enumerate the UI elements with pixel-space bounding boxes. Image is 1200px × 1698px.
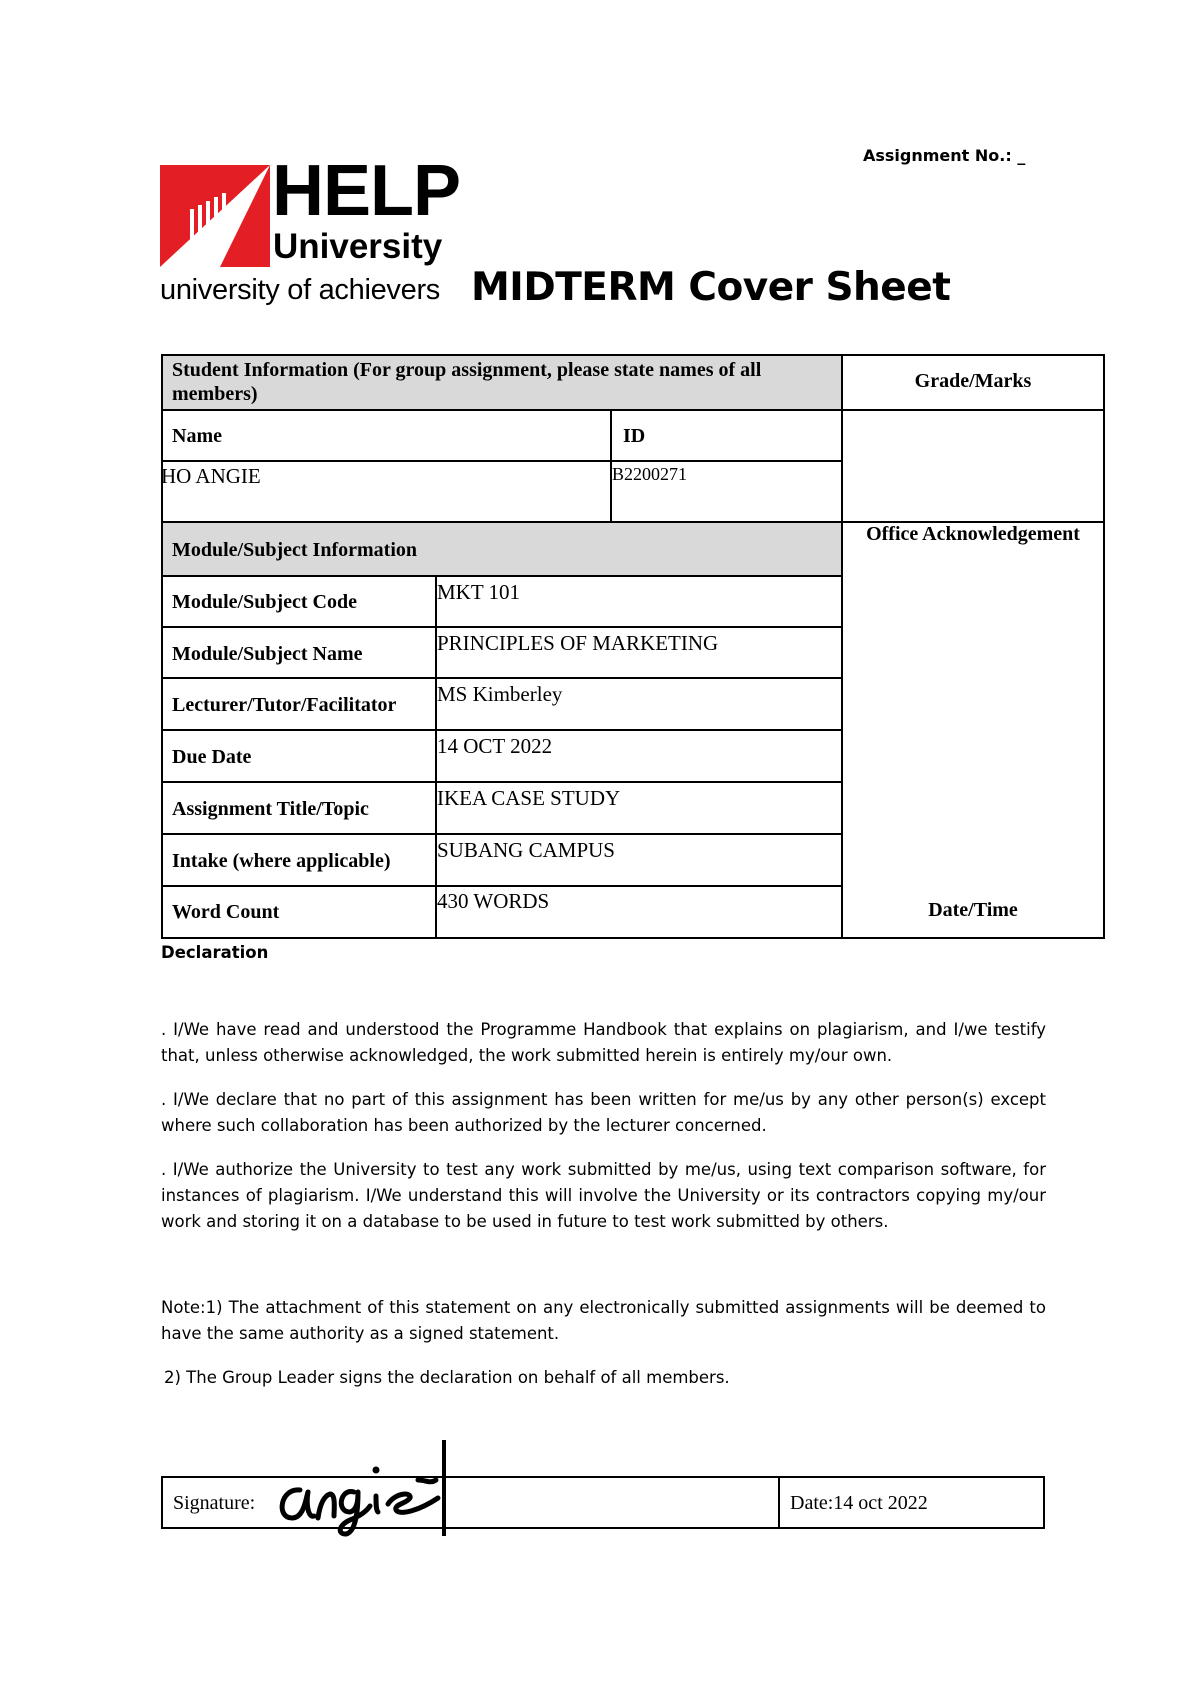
declaration-heading: Declaration [161, 943, 269, 962]
signature-label: Signature: [173, 1492, 256, 1514]
student-info-header: Student Information (For group assignment, please state names of all members) [172, 359, 762, 405]
help-university-logo [160, 151, 461, 311]
note-1: Note:1) The attachment of this statement on any electronically submitted assignments will be deemed to have the same authority as a signed statement. [161, 1298, 1046, 1343]
handwritten-signature [270, 1440, 460, 1540]
id-label: ID [623, 425, 646, 447]
id-value: B2200271 [612, 464, 688, 484]
cover-sheet-form [161, 354, 1105, 939]
grade-header: Grade/Marks [914, 370, 1032, 392]
note-2: 2) The Group Leader signs the declaration on behalf of all members. [164, 1368, 730, 1387]
assignment-title-value: IKEA CASE STUDY [437, 786, 621, 810]
logo-sub: University [273, 227, 443, 266]
name-value: HO ANGIE [161, 464, 261, 488]
logo-red-mark [160, 165, 270, 267]
module-name-label: Module/Subject Name [172, 643, 363, 665]
declaration-item-2: . I/We declare that no part of this assignment has been written for me/us by any other person(s) except where such collaboration has been authorized by the lecturer concerned. [161, 1090, 1046, 1135]
logo-tagline: university of achievers [160, 274, 440, 306]
module-info-header: Module/Subject Information [172, 539, 417, 561]
declaration-item-3: . I/We authorize the University to test any work submitted by me/us, using text comparison software, for instances of plagiarism. I/We understand this will involve the University or its contractors copying my/our work and storing it on a database to be used in future to test work submitted by others. [161, 1160, 1046, 1231]
word-count-value: 430 WORDS [437, 889, 550, 913]
lecturer-label: Lecturer/Tutor/Facilitator [172, 694, 397, 716]
due-date-value: 14 OCT 2022 [437, 734, 553, 758]
date-cell [778, 1476, 1045, 1529]
name-label: Name [172, 425, 222, 447]
word-count-label: Word Count [172, 901, 280, 923]
signature-blank-cell [442, 1476, 780, 1529]
date-time-label: Date/Time [928, 899, 1018, 921]
assignment-number: Assignment No.: _ [863, 146, 1026, 165]
lecturer-value: MS Kimberley [437, 682, 563, 706]
assignment-title-label: Assignment Title/Topic [172, 798, 369, 820]
due-date-label: Due Date [172, 746, 252, 768]
signature-date: Date:14 oct 2022 [790, 1492, 928, 1514]
logo-brand: HELP [272, 151, 461, 231]
intake-label: Intake (where applicable) [172, 850, 391, 872]
module-code-value: MKT 101 [437, 580, 521, 604]
module-name-value: PRINCIPLES OF MARKETING [437, 631, 719, 655]
office-acknowledgement: Office Acknowledgement [866, 523, 1080, 545]
declaration-item-1: . I/We have read and understood the Programme Handbook that explains on plagiarism, and I/we testify that, unless otherwise acknowledged, the work submitted herein is entirely my/our own. [161, 1020, 1046, 1065]
page-title: MIDTERM Cover Sheet [471, 265, 951, 310]
intake-value: SUBANG CAMPUS [437, 838, 615, 862]
module-code-label: Module/Subject Code [172, 591, 357, 613]
